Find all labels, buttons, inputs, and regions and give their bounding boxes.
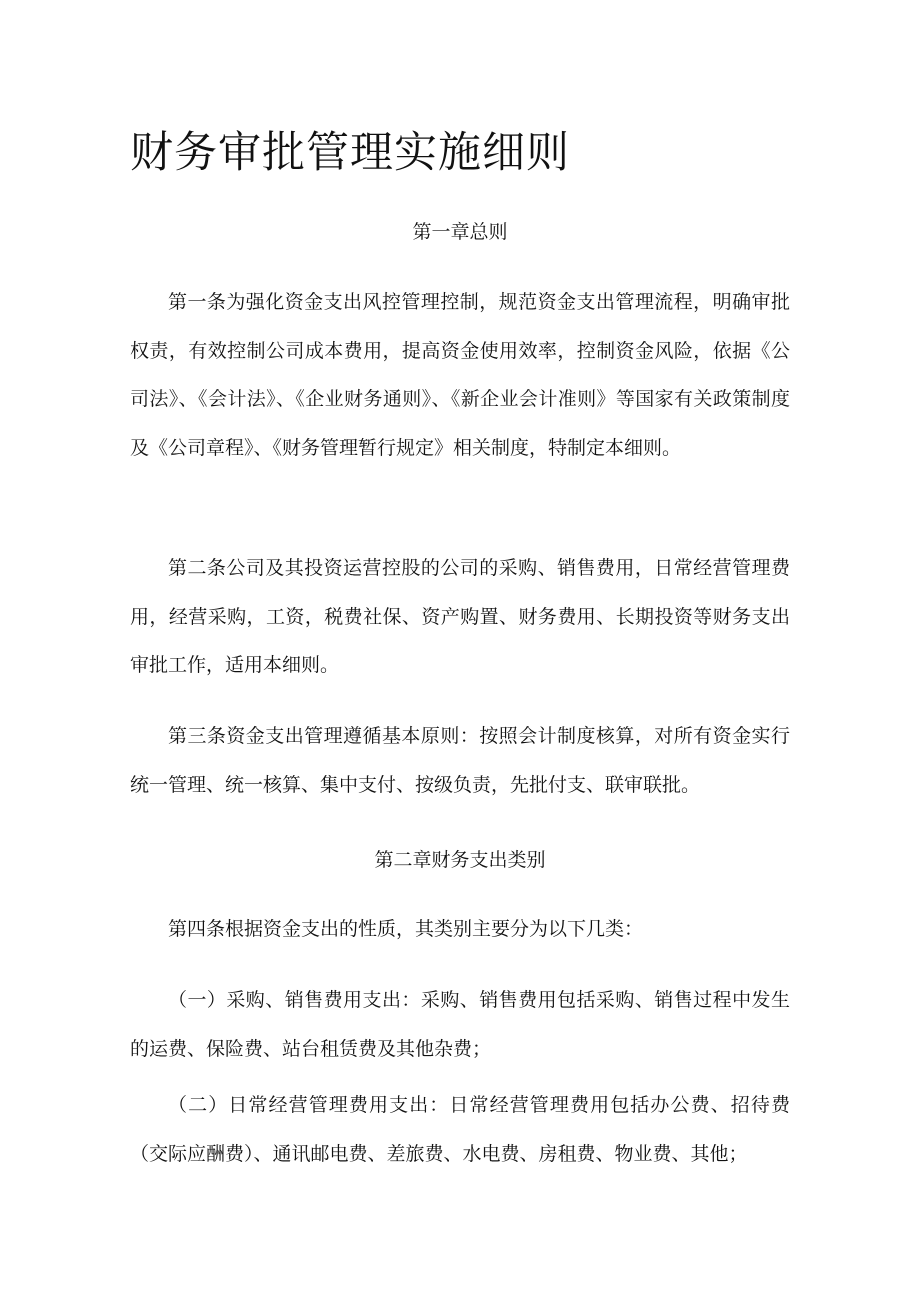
list-item-1: （一）采购、销售费用支出：采购、销售费用包括采购、销售过程中发生的运费、保险费、站台租赁费及其他杂费； bbox=[130, 989, 790, 1060]
list-item-2: （二）日常经营管理费用支出：日常经营管理费用包括办公费、招待费（交际应酬费）、通讯邮电费、差旅费、水电费、房租费、物业费、其他； bbox=[130, 1094, 790, 1165]
article-3: 第三条资金支出管理遵循基本原则：按照会计制度核算，对所有资金实行统一管理、统一核算、集中支付、按级负责，先批付支、联审联批。 bbox=[130, 725, 790, 796]
article-4: 第四条根据资金支出的性质，其类别主要分为以下几类： bbox=[168, 918, 644, 940]
article-2: 第二条公司及其投资运营控股的公司的采购、销售费用，日常经营管理费用，经营采购，工资，税费社保、资产购置、财务费用、长期投资等财务支出审批工作，适用本细则。 bbox=[130, 557, 790, 676]
document-title: 财务审批管理实施细则 bbox=[130, 128, 570, 178]
chapter-heading-2: 第二章财务支出类别 bbox=[374, 849, 546, 871]
article-1: 第一条为强化资金支出风控管理控制，规范资金支出管理流程，明确审批权责，有效控制公司成本费用，提高资金使用效率，控制资金风险，依据《公司法》、《会计法》、《企业财务通则》、《新企业会计准则》等国家有关政策制度及《公司章程》、《财务管理暂行规定》相关制度，特制定本细则。 bbox=[130, 291, 790, 459]
chapter-heading-1: 第一章总则 bbox=[412, 221, 508, 243]
